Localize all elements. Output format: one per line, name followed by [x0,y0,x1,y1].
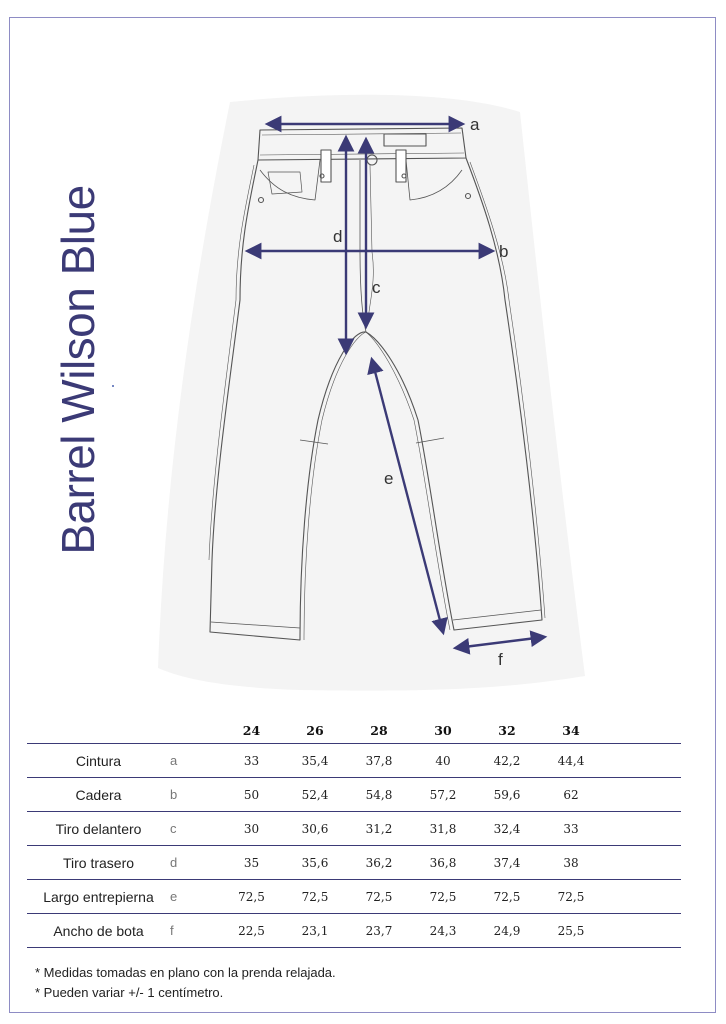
cell-value: 32,4 [475,812,539,846]
cell-value: 72,5 [220,880,283,914]
row-label: Tiro delantero [27,812,170,846]
cell-value: 50 [220,778,283,812]
cell-value: 24,3 [411,914,475,948]
cell-value: 35,4 [283,744,347,778]
row-key: b [170,778,220,812]
size-header: 32 [475,718,539,744]
cell-value: 25,5 [539,914,603,948]
cell-value: 44,4 [539,744,603,778]
cell-value: 72,5 [475,880,539,914]
cell-value: 23,7 [347,914,411,948]
size-header-row [27,718,681,744]
row-key: f [170,914,220,948]
cell-value: 35 [220,846,283,880]
table-row [27,880,681,914]
cell-value: 23,1 [283,914,347,948]
cell-value: 57,2 [411,778,475,812]
footnote: * Pueden variar +/- 1 centímetro. [35,985,224,1000]
size-header: 30 [411,718,475,744]
cell-value: 36,8 [411,846,475,880]
size-header: 26 [283,718,347,744]
cell-value: 31,8 [411,812,475,846]
footnotes [35,963,336,1003]
cell-value: 38 [539,846,603,880]
row-key: e [170,880,220,914]
row-key: a [170,744,220,778]
cell-value: 33 [539,812,603,846]
table-row [27,744,681,778]
cell-value: 22,5 [220,914,283,948]
cell-value: 52,4 [283,778,347,812]
label-a: a [470,115,480,134]
cell-value: 37,8 [347,744,411,778]
cell-value: 42,2 [475,744,539,778]
cell-value: 31,2 [347,812,411,846]
row-label: Tiro trasero [27,846,170,880]
row-label: Largo entrepierna [27,880,170,914]
size-header: 28 [347,718,411,744]
cell-value: 30 [220,812,283,846]
cell-value: 36,2 [347,846,411,880]
label-e: e [384,469,394,488]
footnote: * Medidas tomadas en plano con la prenda relajada. [35,965,336,980]
table-row [27,846,681,880]
cell-value: 59,6 [475,778,539,812]
table-row [27,812,681,846]
background-blob [158,95,585,691]
cell-value: 62 [539,778,603,812]
cell-value: 72,5 [539,880,603,914]
cell-value: 72,5 [283,880,347,914]
cell-value: 72,5 [347,880,411,914]
cell-value: 24,9 [475,914,539,948]
cell-value: 35,6 [283,846,347,880]
table-row [27,914,681,948]
cell-value: 40 [411,744,475,778]
product-title: Barrel Wilson Blue [52,185,104,555]
label-b: b [499,242,509,261]
cell-value: 33 [220,744,283,778]
cell-value: 54,8 [347,778,411,812]
row-key: d [170,846,220,880]
row-key: c [170,812,220,846]
size-header: 24 [220,718,283,744]
cell-value: 30,6 [283,812,347,846]
cell-value: 37,4 [475,846,539,880]
label-c: c [372,278,381,297]
size-table [27,718,681,948]
label-f: f [498,650,503,669]
row-label: Cadera [27,778,170,812]
row-label: Ancho de bota [27,914,170,948]
cell-value: 72,5 [411,880,475,914]
row-label: Cintura [27,744,170,778]
label-d: d [333,227,343,246]
table-row [27,778,681,812]
size-header: 34 [539,718,603,744]
